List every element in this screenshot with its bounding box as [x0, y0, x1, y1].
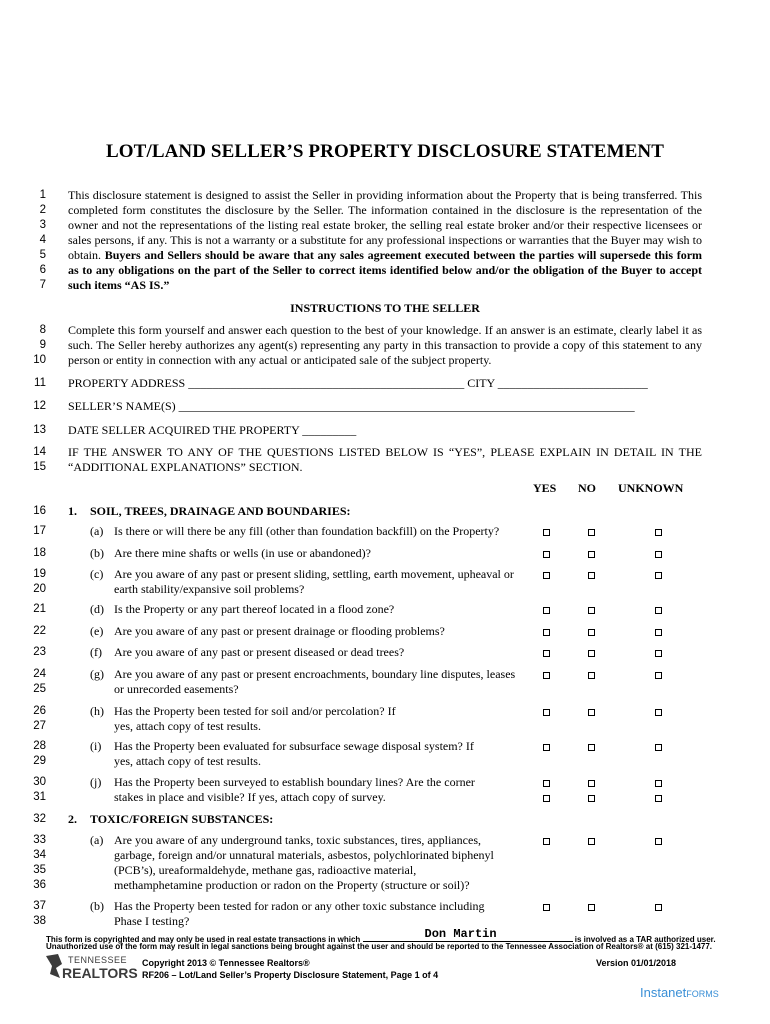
question-letter: (b): [90, 546, 104, 560]
line-number: 34: [33, 849, 46, 861]
line-number: 18: [33, 547, 46, 559]
copyright-notice-pre: This form is copyrighted and may only be used in real estate transactions in which: [46, 935, 361, 944]
line-number: 27: [33, 720, 46, 732]
authorized-user-line: [363, 927, 573, 942]
logo-realtors-text: REALTORS: [62, 965, 138, 981]
checkbox-no[interactable]: [588, 629, 595, 636]
line-number: 19: [33, 568, 46, 580]
checkbox-yes[interactable]: [543, 780, 550, 787]
line-number: 7: [39, 279, 46, 291]
question-text: Is there or will there be any fill (other than foundation backfill) on the Property?: [114, 524, 500, 538]
line-number: 21: [33, 603, 46, 615]
copyright-notice-post: is involved as a TAR authorized user.: [574, 935, 716, 944]
checkbox-yes[interactable]: [543, 904, 550, 911]
form-identifier: RF206 – Lot/Land Seller’s Property Disclosure Statement, Page 1 of 4: [142, 970, 439, 980]
checkbox-no[interactable]: [588, 607, 595, 614]
checkbox-no[interactable]: [588, 838, 595, 845]
checkbox-unknown[interactable]: [655, 629, 662, 636]
checkbox-unknown[interactable]: [655, 744, 662, 751]
checkbox-no[interactable]: [588, 672, 595, 679]
checkbox-no[interactable]: [588, 780, 595, 787]
line-number: 8: [39, 324, 46, 336]
line-number: 15: [33, 461, 46, 473]
line-number: 16: [33, 505, 46, 517]
instanet-text: Instanet: [640, 985, 687, 1000]
question-letter: (a): [90, 833, 104, 847]
question-letter: (b): [90, 899, 104, 913]
checkbox-yes[interactable]: [543, 529, 550, 536]
question-text: Has the Property been tested for radon or any other toxic substance including Phase I testing?: [114, 899, 485, 928]
question-letter: (j): [90, 775, 102, 789]
line-number: 17: [33, 525, 46, 537]
question-text: Are there mine shafts or wells (in use or abandoned)?: [114, 546, 371, 560]
checkbox-no[interactable]: [588, 795, 595, 802]
checkbox-no[interactable]: [588, 529, 595, 536]
checkbox-unknown[interactable]: [655, 838, 662, 845]
checkbox-unknown[interactable]: [655, 607, 662, 614]
checkbox-unknown[interactable]: [655, 709, 662, 716]
line-number: 13: [33, 424, 46, 436]
line-number: 26: [33, 705, 46, 717]
checkbox-yes[interactable]: [543, 551, 550, 558]
question-letter: (i): [90, 739, 102, 753]
checkbox-yes[interactable]: [543, 572, 550, 579]
authorized-user-name: Don Martin: [424, 927, 497, 941]
logo-tennessee-text: TENNESSEE: [68, 955, 128, 965]
line-number: 2: [39, 204, 46, 216]
question-letter: (g): [90, 667, 104, 681]
question-text: Has the Property been evaluated for subsurface sewage disposal system? If yes, attach copy of test results.: [114, 739, 474, 768]
line-number: 30: [33, 776, 46, 788]
unauthorized-notice: Unauthorized use of the form may result in legal sanctions being brought against the user and should be reported to the Tennessee Association of Realtors® at (615) 321-1477.: [46, 942, 713, 951]
intro-paragraph: [68, 188, 702, 293]
question-letter: (f): [90, 645, 102, 659]
copyright-line: Copyright 2013 © Tennessee Realtors®: [142, 958, 310, 968]
line-number: 35: [33, 864, 46, 876]
checkbox-unknown[interactable]: [655, 551, 662, 558]
checkbox-yes[interactable]: [543, 672, 550, 679]
property-address-field[interactable]: PROPERTY ADDRESS ______________________________________________ CITY _________________________: [68, 376, 648, 390]
question-text: Are you aware of any past or present drainage or flooding problems?: [114, 624, 445, 638]
forms-text: FORMS: [686, 989, 719, 999]
instructions-paragraph: Complete this form yourself and answer each question to the best of your knowledge. If an answer is an estimate, clearly label it as such. The Seller hereby authorizes any agent(s) representing any party in this transaction to provide a copy of this statement to any person or entity in connection with any actual or anticipated sale of the subject property.: [68, 323, 702, 367]
question-text: Has the Property been surveyed to establish boundary lines? Are the corner stakes in place and visible? If yes, attach copy of survey.: [114, 775, 475, 804]
question-text: Are you aware of any underground tanks, toxic substances, tires, appliances, garbage, foreign and/or unnatural materials, asbestos, polychlorinated biphenyl (PCB’s), ureaformaldehyde, methane gas, radioactive material, methamphetamine production or radon on the Property (structure or soil)?: [114, 833, 494, 892]
date-acquired-field[interactable]: DATE SELLER ACQUIRED THE PROPERTY _________: [68, 423, 357, 437]
line-number: 5: [39, 249, 46, 261]
checkbox-unknown[interactable]: [655, 780, 662, 787]
checkbox-no[interactable]: [588, 572, 595, 579]
line-number: 32: [33, 813, 46, 825]
checkbox-unknown[interactable]: [655, 672, 662, 679]
line-number: 3: [39, 219, 46, 231]
checkbox-no[interactable]: [588, 551, 595, 558]
line-number: 38: [33, 915, 46, 927]
checkbox-unknown[interactable]: [655, 572, 662, 579]
line-number: 36: [33, 879, 46, 891]
checkbox-yes[interactable]: [543, 650, 550, 657]
line-number: 31: [33, 791, 46, 803]
line-number: 22: [33, 625, 46, 637]
line-number: 29: [33, 755, 46, 767]
yes-column-header: YES: [533, 481, 557, 495]
line-number: 6: [39, 264, 46, 276]
checkbox-no[interactable]: [588, 709, 595, 716]
sellers-names-field[interactable]: SELLER’S NAME(S) ____________________________________________________________________________: [68, 399, 635, 413]
section-number: 1.: [68, 504, 77, 518]
checkbox-yes[interactable]: [543, 795, 550, 802]
line-number: 12: [33, 400, 46, 412]
checkbox-yes[interactable]: [543, 744, 550, 751]
line-number: 1: [39, 189, 46, 201]
checkbox-yes[interactable]: [543, 607, 550, 614]
checkbox-unknown[interactable]: [655, 529, 662, 536]
question-text: Are you aware of any past or present sliding, settling, earth movement, upheaval or earth stability/expansive soil problems?: [114, 567, 514, 596]
question-letter: (c): [90, 567, 104, 581]
question-text: Is the Property or any part thereof located in a flood zone?: [114, 602, 395, 616]
instructions-heading: INSTRUCTIONS TO THE SELLER: [290, 301, 480, 315]
question-letter: (e): [90, 624, 104, 638]
line-number: 11: [34, 377, 46, 389]
explain-note: IF THE ANSWER TO ANY OF THE QUESTIONS LISTED BELOW IS “YES”, PLEASE EXPLAIN IN DETAIL IN THE “ADDITIONAL EXPLANATIONS” SECTION.: [68, 445, 702, 474]
line-number: 9: [39, 339, 46, 351]
question-text: Has the Property been tested for soil and/or percolation? If yes, attach copy of test results.: [114, 704, 396, 733]
line-number: 24: [33, 668, 46, 680]
question-letter: (d): [90, 602, 104, 616]
checkbox-unknown[interactable]: [655, 904, 662, 911]
intro-bold-text: Buyers and Sellers should be aware that any sales agreement executed between the parties will supersede this form as to any obligations on the part of the Seller to correct items identified below and/or the obligation of the Buyer to accept such items “AS IS.”: [68, 248, 703, 292]
line-number: 14: [33, 446, 46, 458]
question-letter: (a): [90, 524, 104, 538]
line-number: 33: [33, 834, 46, 846]
line-number: 4: [39, 234, 46, 246]
checkbox-no[interactable]: [588, 904, 595, 911]
line-number: 20: [33, 583, 46, 595]
checkbox-yes[interactable]: [543, 629, 550, 636]
checkbox-unknown[interactable]: [655, 795, 662, 802]
no-column-header: NO: [578, 481, 596, 495]
unknown-column-header: UNKNOWN: [618, 481, 684, 495]
line-number: 28: [33, 740, 46, 752]
checkbox-unknown[interactable]: [655, 650, 662, 657]
intro-text: This disclosure statement is designed to assist the Seller in providing information about the Property that is being transferred. This completed form constitutes the disclosure by the Seller. The information contained in the disclosure is the representation of the owner and not the representations of the listing real estate broker, the selling real estate broker and/or their respective licensees or sales persons, if any. This is not a warranty or a substitute for any professional inspections or warranties that the Buyer may wish to obtain.: [68, 188, 702, 262]
line-number: 23: [33, 646, 46, 658]
tennessee-realtors-logo: [44, 952, 138, 982]
instanet-forms-logo: [640, 984, 719, 1002]
checkbox-yes[interactable]: [543, 838, 550, 845]
question-letter: (h): [90, 704, 104, 718]
section-number: 2.: [68, 812, 77, 826]
checkbox-yes[interactable]: [543, 709, 550, 716]
version-label: Version 01/01/2018: [596, 958, 677, 968]
line-number: 25: [33, 683, 46, 695]
checkbox-no[interactable]: [588, 650, 595, 657]
question-text: Are you aware of any past or present diseased or dead trees?: [114, 645, 405, 659]
checkbox-no[interactable]: [588, 744, 595, 751]
document-title: LOT/LAND SELLER’S PROPERTY DISCLOSURE STATEMENT: [106, 141, 664, 162]
section-title: SOIL, TREES, DRAINAGE AND BOUNDARIES:: [90, 504, 351, 518]
section-title: TOXIC/FOREIGN SUBSTANCES:: [90, 812, 274, 826]
line-number: 37: [33, 900, 46, 912]
question-text: Are you aware of any past or present encroachments, boundary line disputes, leases or unrecorded easements?: [114, 667, 516, 696]
line-number: 10: [33, 354, 46, 366]
